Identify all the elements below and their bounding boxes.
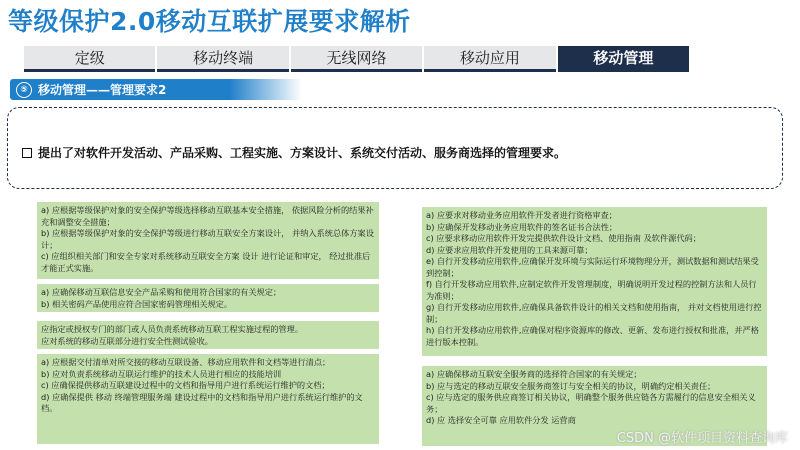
card-line: b) 应对负责系统移动互联运行维护的技术人员进行相应的技能培训	[41, 368, 282, 379]
card-line: b) 应根据等级保护对象的安全保护等级进行移动互联安全方案设计， 并纳入系统总体方案设计；	[41, 228, 374, 250]
card-line: d) 应 选择安全可靠 应用软件分发 运营商	[426, 415, 576, 425]
card-line: a) 应根据交付清单对所交接的移动互联设备、移动应用软件和文档等进行清点；	[41, 357, 331, 367]
card-line: a) 应确保移动互联信息安全产品采购和使用符合国家的有关规定；	[41, 287, 282, 297]
requirement-text: 提出了对软件开发活动、产品采购、工程实施、方案设计、系统交付活动、服务商选择的管理要求。	[38, 146, 567, 160]
card-line: b) 相关密码产品使用应符合国家密码管理相关规定。	[41, 298, 233, 309]
tab-mobile-app[interactable]: 移动应用	[424, 46, 555, 72]
card-software-development	[422, 207, 767, 356]
card-line: e) 自行开发移动应用软件,应确保开发环境与实际运行环境物理分开，测试数据和测试结果受到控制；	[426, 256, 759, 278]
card-line: c) 应组织相关部门和安全专家对系统移动互联安全方案 设计 进行论证和审定， 经过批准后才能正式实施。	[41, 251, 371, 273]
watermark: CSDN @软件项目资料查询库	[616, 431, 788, 446]
section-number-icon: ⑤	[16, 82, 32, 98]
card-line: a) 应根据等级保护对象的安全保护等级选择移动互联基本安全措施， 依据风险分析的结果补充和调整安全措施；	[41, 205, 374, 227]
card-line: c) 应与选定的服务供应商签订相关协议，明确整个服务供应链各方需履行的信息安全相关义务；	[426, 392, 756, 414]
tab-mobile-terminal[interactable]: 移动终端	[157, 46, 288, 72]
card-line: b) 应确保开发移动业务应用软件的签名证书合法性；	[426, 221, 618, 232]
page-title: 等级保护2.0移动互联扩展要求解析	[8, 7, 411, 36]
section-header	[10, 79, 302, 100]
card-line: h) 自行开发移动应用软件,应确保对程序资源库的修改、更新、发布进行授权和批准，并严格进行版本控制。	[426, 325, 759, 347]
tab-wireless-network[interactable]: 无线网络	[291, 46, 422, 72]
card-line: b) 应与选定的移动互联安全服务商签订与安全相关的协议，明确约定相关责任；	[426, 380, 716, 391]
tab-mobile-management[interactable]: 移动管理	[558, 46, 689, 72]
card-line: c) 应要求移动应用软件开发完提供软件设计文档、使用指南 及软件源代码；	[426, 233, 701, 243]
card-line: d) 应确保提供 移动 终端管理服务端 建设过程中的文档和指导用户进行系统运行维护的文档。	[41, 391, 363, 413]
card-line: a) 应要求对移动业务应用软件开发者进行资格审查；	[426, 210, 617, 220]
card-engineering-implementation	[37, 321, 379, 349]
card-system-delivery	[37, 354, 379, 444]
card-line: c) 应确保提供移动互联建设过程中的文档和指导用户进行系统运行维护的文档；	[41, 380, 330, 390]
card-line: 应对系统的移动互联部分进行安全性测试验收。	[41, 335, 213, 346]
card-line: g) 自行开发移动应用软件,应确保具备软件设计的相关文档和使用指南， 并对文档使用进行控制；	[426, 302, 762, 324]
card-line: 应指定或授权专门的部门或人员负责系统移动互联工程实施过程的管理。	[41, 324, 304, 334]
card-product-procurement	[37, 284, 379, 312]
card-solution-design	[37, 202, 379, 279]
tab-grading[interactable]: 定级	[24, 46, 155, 72]
card-line: a) 应确保移动互联安全服务商的选择符合国家的有关规定；	[426, 369, 642, 379]
requirement-box	[7, 107, 783, 189]
section-title: 移动管理——管理要求2	[38, 83, 167, 97]
card-line: f) 自行开发移动应用软件,应制定软件开发管理制度，明确说明开发过程的控制方法和人员行为准则；	[426, 279, 757, 301]
requirement-line	[22, 144, 566, 161]
checkbox-icon	[22, 148, 32, 158]
card-line: d) 应要求应用软件开发使用的工具来源可靠；	[426, 244, 593, 255]
tab-bar	[24, 46, 689, 72]
